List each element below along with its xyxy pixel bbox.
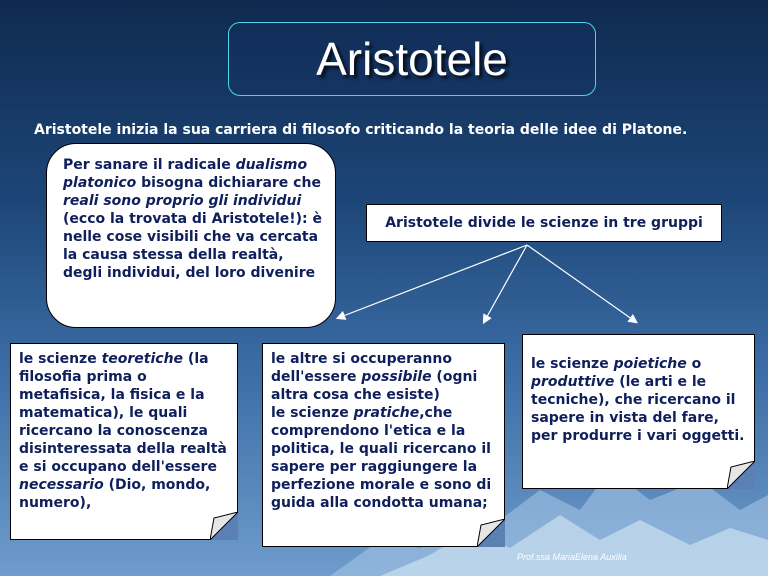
title-box	[228, 22, 596, 96]
italic-text-run: produttive	[531, 374, 615, 390]
text-run: le scienze	[531, 356, 614, 372]
italic-text-run: reali sono proprio gli individui	[63, 193, 302, 209]
bubble-text	[63, 157, 322, 281]
italic-text-run: necessario	[19, 477, 104, 493]
text-run: Per sanare il radicale	[63, 157, 236, 173]
page-fold-icon	[477, 519, 505, 547]
note-poietic-sciences	[522, 334, 755, 489]
text-run: (ecco la trovata di Aristotele!): è nelle cose visibili che va cercata la causa stessa della realtà, degli individui, del loro divenire	[63, 211, 323, 281]
text-run: le scienze	[19, 351, 102, 367]
sciences-header-text: Aristotele divide le scienze in tre gruppi	[385, 215, 703, 231]
italic-text-run: poietiche	[613, 356, 687, 372]
page-fold-icon	[727, 461, 755, 489]
page-fold-icon	[210, 512, 238, 540]
note-practical-sciences	[262, 343, 505, 547]
note-text	[19, 351, 227, 511]
note-text	[271, 351, 491, 511]
italic-text-run: dualismo platonico	[63, 157, 308, 191]
text-run: (le arti e le tecniche), che ricercano il sapere in vista del fare, per produrre i vari oggetti.	[531, 374, 745, 444]
note-text	[531, 356, 745, 444]
italic-text-run: teoretiche	[101, 351, 184, 367]
text-run: ,che comprendono l'etica e la politica, le quali ricercano il sapere per raggiungere la perfezione morale e sono di guida alla condotta umana;	[271, 405, 492, 511]
text-run: (la filosofia prima o metafisica, la fisica e la matematica), le quali ricercano la conoscenza disinteressata della realtà e si occupano dell'essere	[19, 351, 227, 475]
slide-title: Aristotele	[316, 33, 508, 85]
author-credit: Prof.ssa MariaElena Auxilia	[517, 552, 627, 562]
italic-text-run: possibile	[361, 369, 432, 385]
thought-bubble	[46, 143, 336, 328]
text-run: (Dio, mondo, numero),	[19, 477, 211, 511]
text-run: le altre si occuperanno dell'essere	[271, 351, 452, 385]
text-run: bisogna dichiarare che	[136, 175, 321, 191]
text-run: o	[686, 356, 702, 372]
italic-text-run: pratiche	[353, 405, 420, 421]
note-theoretical-sciences	[10, 343, 238, 540]
sciences-header-box	[366, 204, 722, 242]
slide-subtitle: Aristotele inizia la sua carriera di filosofo criticando la teoria delle idee di Platone.	[34, 122, 688, 138]
text-run: (ogni altra cosa che esiste) le scienze	[271, 369, 478, 421]
